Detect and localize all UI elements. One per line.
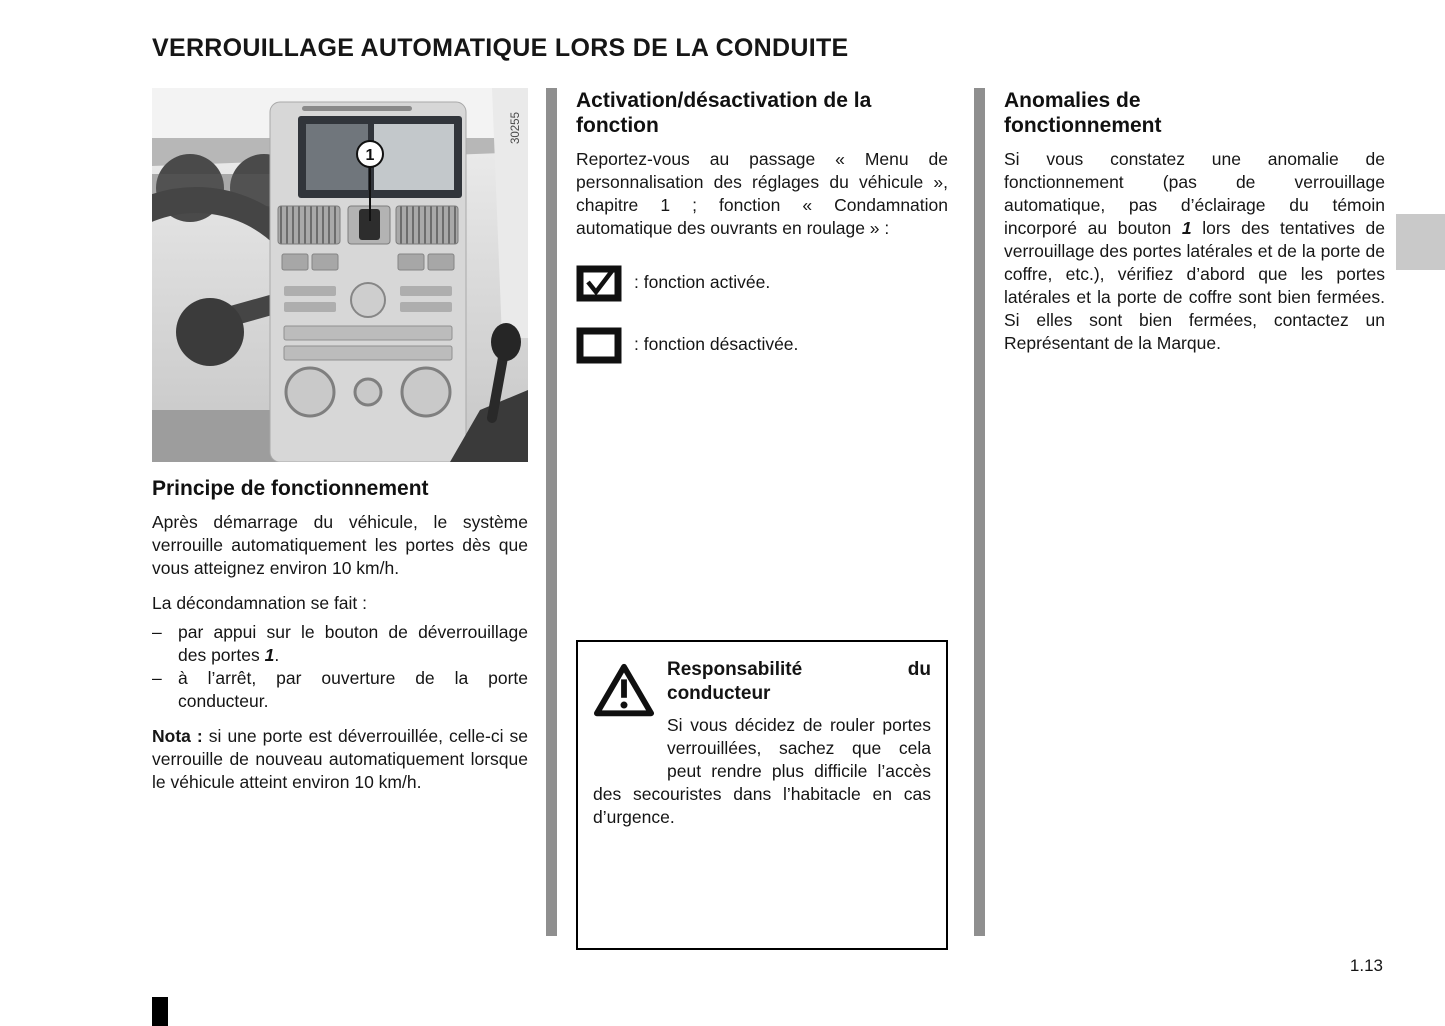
principle-para-1: Après démarrage du véhicule, le système verrouille automatiquement les portes dès que vous atteignez environ 10 km/h. [152,512,528,579]
principle-nota: Nota : si une porte est déverrouillée, celle-ci se verrouille de nouveau automatiquement lorsque le véhicule atteint environ 10 km/h. [152,726,529,793]
principle-heading: Principe de fonctionnement [152,477,429,500]
option-enabled-row [576,262,948,302]
principle-bullet-2 [152,667,528,713]
column-right [1004,88,1385,367]
column-left [152,88,528,806]
checkbox-checked-icon [576,262,622,302]
principle-bullet-1 [152,621,528,667]
checkbox-unchecked-icon [576,324,622,364]
activation-para: Reportez-vous au passage « Menu de personnalisation des réglages du véhicule », chapitre 1 ; fonction « Condamnation automatique des ouvrants en roulage » : [576,149,948,239]
column-divider-2 [974,88,985,936]
warning-text: Si vous décidez de rouler portes verrouillées, sachez que cela peut rendre plus difficile l’accès des secouristes dans l’habitacle en cas d’urgence. [593,714,931,827]
button-1-reference: 1 [264,645,275,666]
dashboard-photo [152,88,528,462]
activation-heading: Activation/désactivation de la fonction [576,89,872,138]
footer-corner-mark [152,997,168,1026]
option-disabled-label: : fonction désactivée. [634,333,799,354]
chapter-edge-tab [1396,214,1445,270]
page-number: 1.13 [1349,956,1383,975]
column-divider-1 [546,88,557,936]
column-middle [576,88,948,827]
warning-triangle-icon [593,656,667,768]
figure-ref-number: 30255 [510,112,522,144]
warning-heading: Responsabilité du conducteur [667,659,931,704]
bullet-dash: – [152,668,162,689]
button-1-reference: 1 [1181,218,1192,239]
bullet-dash: – [152,622,162,643]
option-disabled-row [576,324,948,364]
principle-para-2: La décondamnation se fait : [152,593,368,614]
page-title: VERROUILLAGE AUTOMATIQUE LORS DE LA CONDUITE [152,34,849,62]
callout-1-label: 1 [365,147,375,164]
driver-responsibility-warning-box [576,640,948,950]
dashboard-figure [152,88,528,462]
bullet-text: par appui sur le bouton de déverrouillage des portes 1. [178,622,528,666]
anomalies-para: Si vous constatez une anomalie de fonctionnement (pas de verrouillage automatique, pas d’éclairage du témoin incorporé au bouton 1 lors des tentatives de verrouillage des portes latérales et de la porte de coffre, etc.), vérifiez d’abord que les portes latérales et la porte de coffre sont bien fermées. Si elles sont bien fermées, contactez un Représentant de la Marque. [1004,149,1385,354]
bullet-text: à l’arrêt, par ouverture de la porte conducteur. [178,668,528,712]
nota-label: Nota : [152,726,203,747]
anomalies-heading: Anomalies de fonctionnement [1004,89,1162,138]
option-enabled-label: : fonction activée. [634,271,771,292]
